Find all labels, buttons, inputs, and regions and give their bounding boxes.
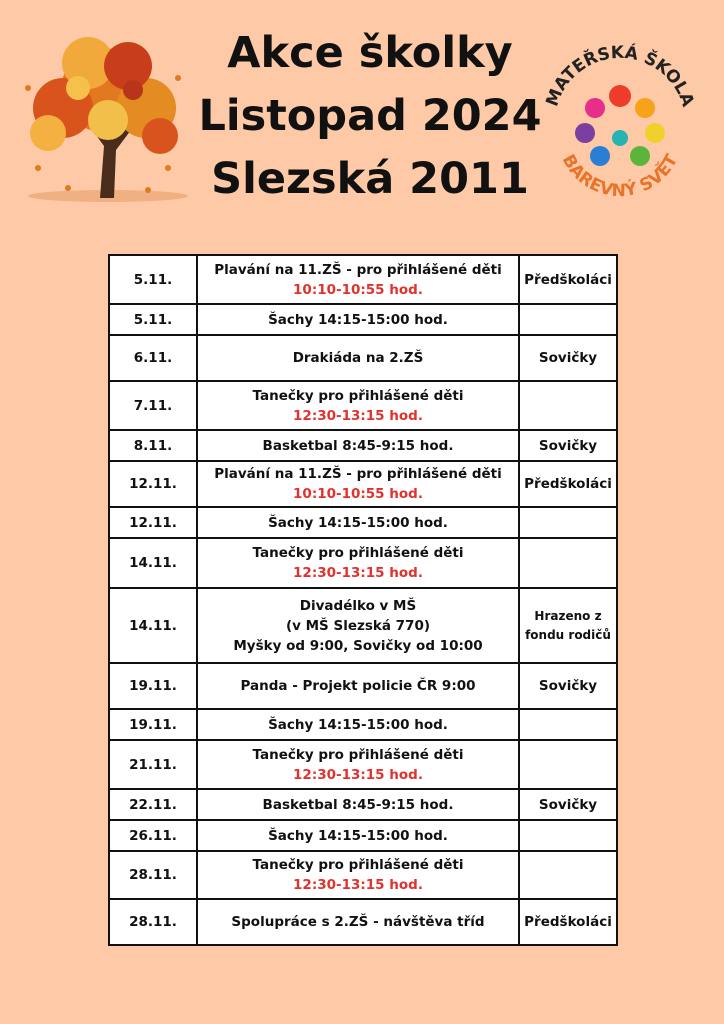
event-description: Tanečky pro přihlášené děti 12:30-13:15 hod. <box>197 381 519 430</box>
event-note: Předškoláci <box>519 461 617 507</box>
event-date: 12.11. <box>109 461 197 507</box>
event-date: 19.11. <box>109 663 197 709</box>
event-date: 12.11. <box>109 507 197 538</box>
event-description: Panda - Projekt policie ČR 9:00 <box>197 663 519 709</box>
table-row <box>109 740 617 789</box>
events-table <box>108 254 618 946</box>
table-row <box>109 507 617 538</box>
event-note: Sovičky <box>519 663 617 709</box>
event-date: 14.11. <box>109 538 197 588</box>
event-date: 5.11. <box>109 304 197 335</box>
event-date: 28.11. <box>109 899 197 945</box>
event-description: Drakiáda na 2.ZŠ <box>197 335 519 381</box>
event-description: Tanečky pro přihlášené děti 12:30-13:15 hod. <box>197 851 519 899</box>
event-date: 8.11. <box>109 430 197 461</box>
svg-text:BAREVNÝ SVĚT <box>558 151 683 198</box>
event-note <box>519 740 617 789</box>
page-title <box>180 22 560 211</box>
table-row <box>109 255 617 304</box>
event-description: Basketbal 8:45-9:15 hod. <box>197 430 519 461</box>
event-description: Šachy 14:15-15:00 hod. <box>197 709 519 740</box>
event-note: Sovičky <box>519 335 617 381</box>
event-description: Basketbal 8:45-9:15 hod. <box>197 789 519 820</box>
table-row <box>109 461 617 507</box>
table-row <box>109 820 617 851</box>
event-date: 26.11. <box>109 820 197 851</box>
event-date: 28.11. <box>109 851 197 899</box>
table-row <box>109 663 617 709</box>
event-note <box>519 381 617 430</box>
event-date: 19.11. <box>109 709 197 740</box>
event-description: Tanečky pro přihlášené děti 12:30-13:15 hod. <box>197 538 519 588</box>
table-row <box>109 588 617 663</box>
table-row <box>109 335 617 381</box>
title-line-1: Akce školky <box>227 28 513 78</box>
event-note: Předškoláci <box>519 255 617 304</box>
event-description: Spolupráce s 2.ZŠ - návštěva tříd <box>197 899 519 945</box>
event-description: Plavání na 11.ZŠ - pro přihlášené děti 10:10-10:55 hod. <box>197 255 519 304</box>
event-date: 6.11. <box>109 335 197 381</box>
event-note: Sovičky <box>519 789 617 820</box>
table-row <box>109 381 617 430</box>
event-date: 22.11. <box>109 789 197 820</box>
table-row <box>109 430 617 461</box>
logo-bottom-text: BAREVNÝ SVĚT <box>557 151 683 198</box>
table-row <box>109 304 617 335</box>
event-note <box>519 507 617 538</box>
event-note <box>519 851 617 899</box>
table-row <box>109 538 617 588</box>
logo-top-text: MATEŘSKÁ ŠKOLA <box>542 42 698 110</box>
event-date: 5.11. <box>109 255 197 304</box>
table-row <box>109 789 617 820</box>
title-line-2: Listopad 2024 <box>198 91 542 141</box>
event-description: Šachy 14:15-15:00 hod. <box>197 507 519 538</box>
event-date: 21.11. <box>109 740 197 789</box>
event-note <box>519 304 617 335</box>
school-logo <box>535 38 705 198</box>
event-description: Šachy 14:15-15:00 hod. <box>197 304 519 335</box>
event-note <box>519 709 617 740</box>
event-note <box>519 820 617 851</box>
event-note <box>519 538 617 588</box>
table-row <box>109 899 617 945</box>
event-description: Šachy 14:15-15:00 hod. <box>197 820 519 851</box>
event-note: Hrazeno z fondu rodičů <box>519 588 617 663</box>
autumn-tree-illustration <box>8 28 188 206</box>
event-date: 7.11. <box>109 381 197 430</box>
event-date: 14.11. <box>109 588 197 663</box>
event-note: Předškoláci <box>519 899 617 945</box>
event-note: Sovičky <box>519 430 617 461</box>
table-row <box>109 709 617 740</box>
event-description: Tanečky pro přihlášené děti 12:30-13:15 hod. <box>197 740 519 789</box>
title-line-3: Slezská 2011 <box>211 154 529 204</box>
event-description: Plavání na 11.ZŠ - pro přihlášené děti 10:10-10:55 hod. <box>197 461 519 507</box>
table-row <box>109 851 617 899</box>
event-description: Divadélko v MŠ (v MŠ Slezská 770) Myšky od 9:00, Sovičky od 10:00 <box>197 588 519 663</box>
